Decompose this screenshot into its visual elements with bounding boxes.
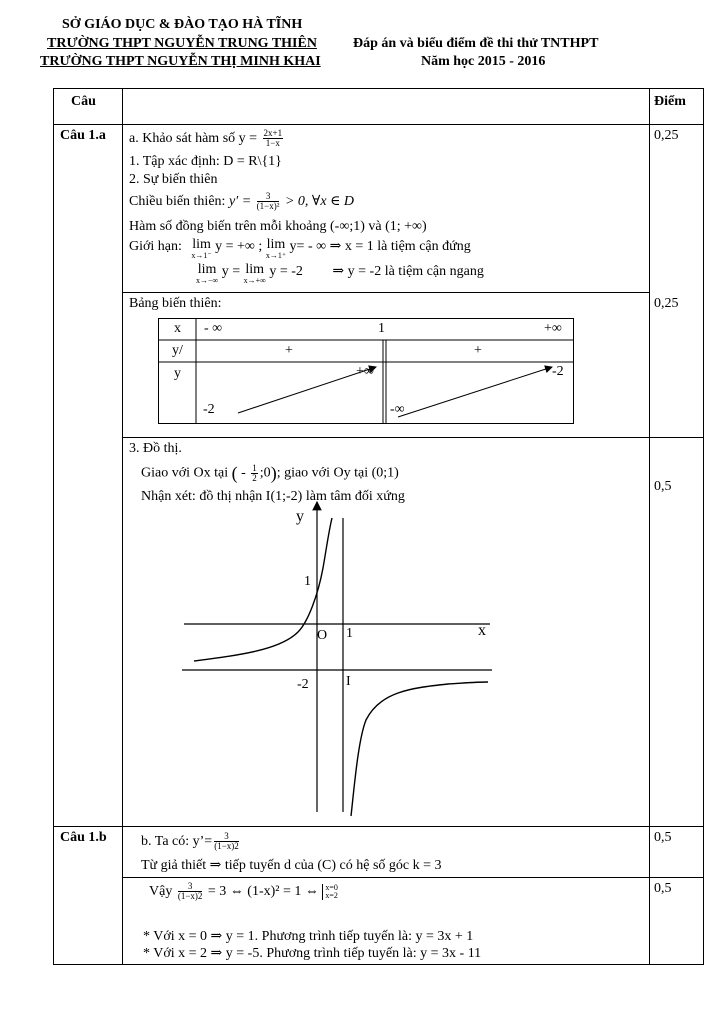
solution-case-1: x=0 [325,882,338,892]
school-name-2: TRƯỜNG THPT NGUYỄN THỊ MINH KHAI [40,54,321,69]
limit-3 [196,263,218,285]
limit-expression: y = [221,264,241,279]
graph-y-one: 1 [304,574,311,589]
fraction-numerator: 3 [257,192,280,202]
ox-fraction [251,464,258,484]
bbt-plus-left: + [285,343,293,358]
statement-text: a. Khảo sát hàm số y = [129,131,261,147]
fraction-denominator: (1−x)2 [177,891,203,902]
curve-left-branch [194,518,332,661]
solution-case-2: x=2 [325,890,338,900]
symmetry-remark: Nhận xét: đồ thị nhận I(1;-2) làm tâm đối xứng [141,489,405,504]
bbt-bottom-left: -2 [203,402,215,417]
table-row-divider [122,292,649,293]
fraction-denominator: 2 [252,473,257,483]
school-name-1: TRƯỜNG THPT NGUYỄN TRUNG THIÊN [47,36,317,51]
equation-line [149,882,338,902]
score-1a-part1: 0,25 [654,128,679,143]
question-label-1b: Câu 1.b [60,830,107,845]
derivative-symbol: y′ = [228,194,252,210]
limit-subscript: x→1⁻ [191,251,212,260]
monotonic-line: Hàm số đồng biến trên mỗi khoảng (-∞;1) và (1; +∞) [129,219,427,234]
graph-neg-two: -2 [297,677,309,692]
function-statement [129,129,285,149]
graph-y-label: y [296,508,304,525]
table-border-top [53,88,703,89]
derivative-1b-text: b. Ta có: y’= [141,834,213,850]
bbt-x-label: x [174,321,181,336]
variation-heading: 2. Sự biến thiên [129,172,218,187]
arrow-increasing-right [398,367,552,417]
column-header-score: Điểm [654,94,686,109]
question-label-1a: Câu 1.a [60,128,106,143]
equation-middle: = 3 ⇔ (1-x)² = 1 ⇔ [207,884,319,900]
limit-symbol: lim [197,262,217,277]
graph-center-label: I [346,674,351,689]
equation-vay: Vậy [149,884,173,900]
limit-conclusion: ⇒ y = -2 là tiệm cận ngang [332,264,484,279]
limit-expression: y= - ∞ ⇒ x = 1 là tiệm cận đứng [289,239,471,254]
graph-origin: O [317,628,328,643]
intersections-line: Giao với Ox tại ( - $\frac{1}{2}$ ;0); giao với Oy tại (0;1) [141,462,399,483]
bbt-one: 1 [378,321,385,336]
table-border-right [703,88,704,965]
table-col-divider [649,88,650,965]
school-year: Năm học 2015 - 2016 [421,54,546,69]
derivative-label: Chiều biến thiên: [129,194,229,210]
graph-heading: 3. Đồ thị. [129,441,182,456]
fraction-denominator: 1−x [265,138,280,149]
bbt-neg-inf: - ∞ [204,321,223,336]
table-col-divider [122,88,123,965]
limit-subscript: x→+∞ [243,276,266,285]
fraction-numerator: 3 [214,832,239,842]
graph-x-label: x [478,622,486,639]
function-graph [180,500,500,820]
curve-right-branch [351,682,488,816]
limit-line-1 [129,238,471,260]
fraction-numerator: 2x+1 [263,128,283,138]
limit-2 [266,238,286,260]
bbt-y-label: y [174,366,181,381]
intersections-suffix: ; giao với Oy tại (0;1) [276,465,399,481]
score-1b-part1: 0,5 [654,830,672,845]
derivative-line [129,192,354,212]
bbt-bottom-right: -∞ [390,402,405,417]
fraction-denominator: (1−x)² [256,201,280,212]
variation-table-label: Bảng biến thiên: [129,296,222,311]
limit-symbol: lim [266,237,286,252]
bbt-pos-inf: +∞ [544,321,562,336]
bbt-yprime-label: y/ [172,343,183,358]
domain-line: 1. Tập xác định: D = R\{1} [129,154,282,169]
limit-label: Giới hạn: [129,239,182,254]
derivative-1b-fraction [214,832,239,852]
document-title: Đáp án và biểu điểm đề thi thử TNTHPT [353,36,599,51]
bbt-top-right: -2 [552,364,564,379]
limit-symbol: lim [245,262,265,277]
limit-1 [191,238,211,260]
table-row-divider [122,877,703,878]
limit-symbol: lim [192,237,211,252]
table-border-left [53,88,54,965]
solution-bracket [322,884,338,901]
score-1b-part2: 0,5 [654,881,672,896]
derivative-1b [141,832,241,852]
derivative-condition: > 0, ∀x ∈ D [284,194,355,210]
bbt-plus-right: + [474,343,482,358]
limit-subscript: x→−∞ [196,276,219,285]
score-1a-part2: 0,25 [654,296,679,311]
limit-expression: y = -2 [269,264,303,279]
score-1a-part3: 0,5 [654,479,672,494]
table-row-divider [53,124,703,125]
intersections-prefix: Giao với Ox tại [141,465,232,481]
fraction-numerator: 1 [252,462,257,473]
equation-fraction [178,882,203,902]
fraction-numerator: 3 [178,882,203,892]
limit-expression: y = +∞ ; [215,239,263,254]
limit-4 [244,263,266,285]
tangent-result-2: * Với x = 2 ⇒ y = -5. Phương trình tiếp tuyến là: y = 3x - 11 [143,946,482,961]
column-header-question: Câu [71,94,96,109]
slope-statement: Từ giả thiết ⇒ tiếp tuyến d của (C) có hệ số góc k = 3 [141,858,442,873]
graph-x-one: 1 [346,626,353,641]
fraction-denominator: (1−x)2 [214,841,239,852]
limit-subscript: x→1⁺ [265,251,287,260]
table-row-divider [122,437,703,438]
department-name: SỞ GIÁO DỤC & ĐÀO TẠO HÀ TĨNH [62,17,303,32]
bbt-top-left: +∞ [356,364,374,379]
function-fraction [263,129,284,149]
limit-line-2 [196,263,484,285]
table-row-divider [53,826,703,827]
tangent-result-1: * Với x = 0 ⇒ y = 1. Phương trình tiếp tuyến là: y = 3x + 1 [143,929,474,944]
derivative-fraction [257,192,280,212]
table-border-bottom [53,964,703,965]
